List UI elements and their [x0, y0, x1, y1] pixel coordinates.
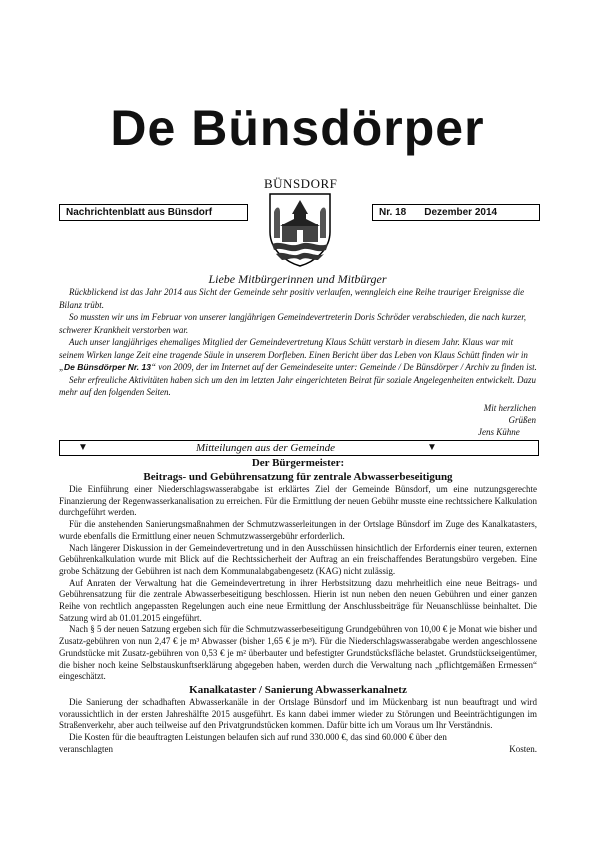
article-paragraph: Für die anstehenden Sanierungsmaßnahmen der Schmutzwasserleitungen in der Ortslage Bünsdorf im Zuge des Kanalkatasters, wurde ebenfalls die Ermittlung einer neuen Schmutzwassergebühr erforderlich.: [59, 519, 537, 541]
intro-paragraph: So mussten wir uns im Februar von unserer langjährigen Gemeindevertreterin Doris Schröder verabschieden, die nach kurzer, schwerer Krankheit verstorben war.: [59, 312, 527, 335]
signature: [470, 402, 536, 438]
section-title: Mitteilungen aus der Gemeinde: [196, 442, 335, 454]
coat-of-arms-church-icon: [268, 192, 332, 268]
article-paragraph: Nach § 5 der neuen Satzung ergeben sich für die Schmutzwasserbeseitigung Grundgebühren von 10,00 € je Monat wie bisher und Zusatz-gebühren von nun 2,47 € je m³ Abwasser (bisher 1,65 € je m³). Für die Niederschlagswasserabgabe werden angeschlossene Grundstücke mit Zusatz-gebühren von 0,53 € je m² überbauter und befestigter Grundstücksfläche belastet. Grundstückseigentümer, die bisher noch keine Selbstauskunftserklärung abgegeben haben, werden durch die Verwaltung nach „pflichtgemäßen Ermessen“ eingeschätzt.: [59, 624, 537, 682]
article-paragraph: Die Kosten für die beauftragten Leistungen belaufen sich auf rund 330.000 €, das sind 60.000 € über den: [69, 732, 447, 743]
intro-paragraph: Sehr erfreuliche Aktivitäten haben sich um den im letzten Jahr eingerichteten Beirat für soziale Angelegenheiten entwickelt. Dazu mehr auf den folgenden Seiten.: [59, 374, 536, 397]
article-paragraph: Die Einführung einer Niederschlagswasserabgabe ist erklärtes Ziel der Gemeinde Bünsdorf, um eine nutzungsgerechte Finanzierung der Regenwasserkanalisation zu erreichen. Für die Ermittlung der neuen Gebühr musste eine rechtssichere Kalkulation durchgeführt werden.: [59, 484, 537, 518]
arrow-down-icon: ▼: [427, 442, 437, 453]
section-header: [59, 440, 539, 456]
article-paragraph: Die Sanierung der schadhaften Abwasserkanäle in der Ortslage Bünsdorf und im Mückenbarg ist nun beauftragt und wird voraussichtlich in der ersten Jahreshälfte 2015 ausgeführt. Es kann dabei immer wieder zu Störungen und Beeinträchtigungen im Straßenverkehr, aber auch teilweise auf den Privatgrundstücken kommen. Dafür bitte ich um Voraus um Ihr Verständnis.: [59, 696, 537, 731]
article-paragraph: Auf Anraten der Verwaltung hat die Gemeindevertretung in ihrer Herbstsitzung dazu mehrheitlich eine neue Beitrags- und Gebührensatzung für die zentrale Abwasserbeseitigung beschlossen. Hierin ist nun neben den neuen Gebühren und einer ganzen Reihe von rechtlich angepassten Regelungen auch eine neue Ermittlung der Anschlussbeiträge für Neuanschlüsse beinhaltet. Die Satzung wird ab 01.01.2015 eingeführt.: [59, 577, 537, 623]
greeting: Liebe Mitbürgerinnen und Mitbürger: [208, 272, 387, 286]
newsletter-title: De Bünsdörper: [110, 100, 485, 156]
article-paragraph-end: veranschlagten Kosten.: [59, 743, 537, 754]
article-heading: Kanalkataster / Sanierung Abwasserkanalnetz: [189, 683, 407, 696]
intro-text: [59, 286, 539, 399]
article-heading: Der Bürgermeister:: [251, 457, 345, 469]
issue-info: [372, 204, 540, 221]
newsletter-subtitle: Nachrichtenblatt aus Bünsdorf: [59, 204, 248, 221]
closing: Mit herzlichen Grüßen: [483, 403, 536, 425]
article: [59, 456, 537, 755]
article-heading: Beitrags- und Gebührensatzung für zentrale Abwasserbeseitigung: [143, 471, 453, 483]
coat-of-arms: [264, 176, 336, 268]
article-paragraph: Nach längerer Diskussion in der Gemeindevertretung und in den Ausschüssen hinsichtlich der Erfordernis einer teuren, externen Gebührenkalkulation wurde mit Blick auf die Rechtssicherheit der Auftrag an ein freischaffendes Beratungsbüro vergeben. Eine grobe Schätzung der Gebühren ist nach dem Kommunalabgabengesetz (KAG) nicht zulässig.: [59, 542, 537, 576]
issue-number: Nr. 18: [379, 207, 407, 218]
signer-name: Jens Kühne: [478, 427, 520, 437]
intro-paragraph: Rückblickend ist das Jahr 2014 aus Sicht der Gemeinde sehr positiv verlaufen, wenngleich eine Reihe trauriger Ereignisse die Bilanz trübt.: [59, 287, 525, 310]
arrow-down-icon: ▼: [78, 442, 88, 453]
issue-date: Dezember 2014: [424, 207, 498, 218]
crest-name: BÜNSDORF: [264, 176, 338, 191]
intro-paragraph: Auch unser langjähriges ehemaliges Mitglied der Gemeindevertretung Klaus Schütt verstarb in diesem Jahr. Klaus war mit seinem Wirken lange Zeit eine tragende Säule in unserem Dorfleben. Einen Bericht über das Leben von Klaus Schütt finden wir in „De Bünsdörper Nr. 13“ von 2009, der im Internet auf der Gemeindeseite unter: Gemeinde / De Bünsdörper / Archiv zu finden ist.: [59, 337, 537, 372]
